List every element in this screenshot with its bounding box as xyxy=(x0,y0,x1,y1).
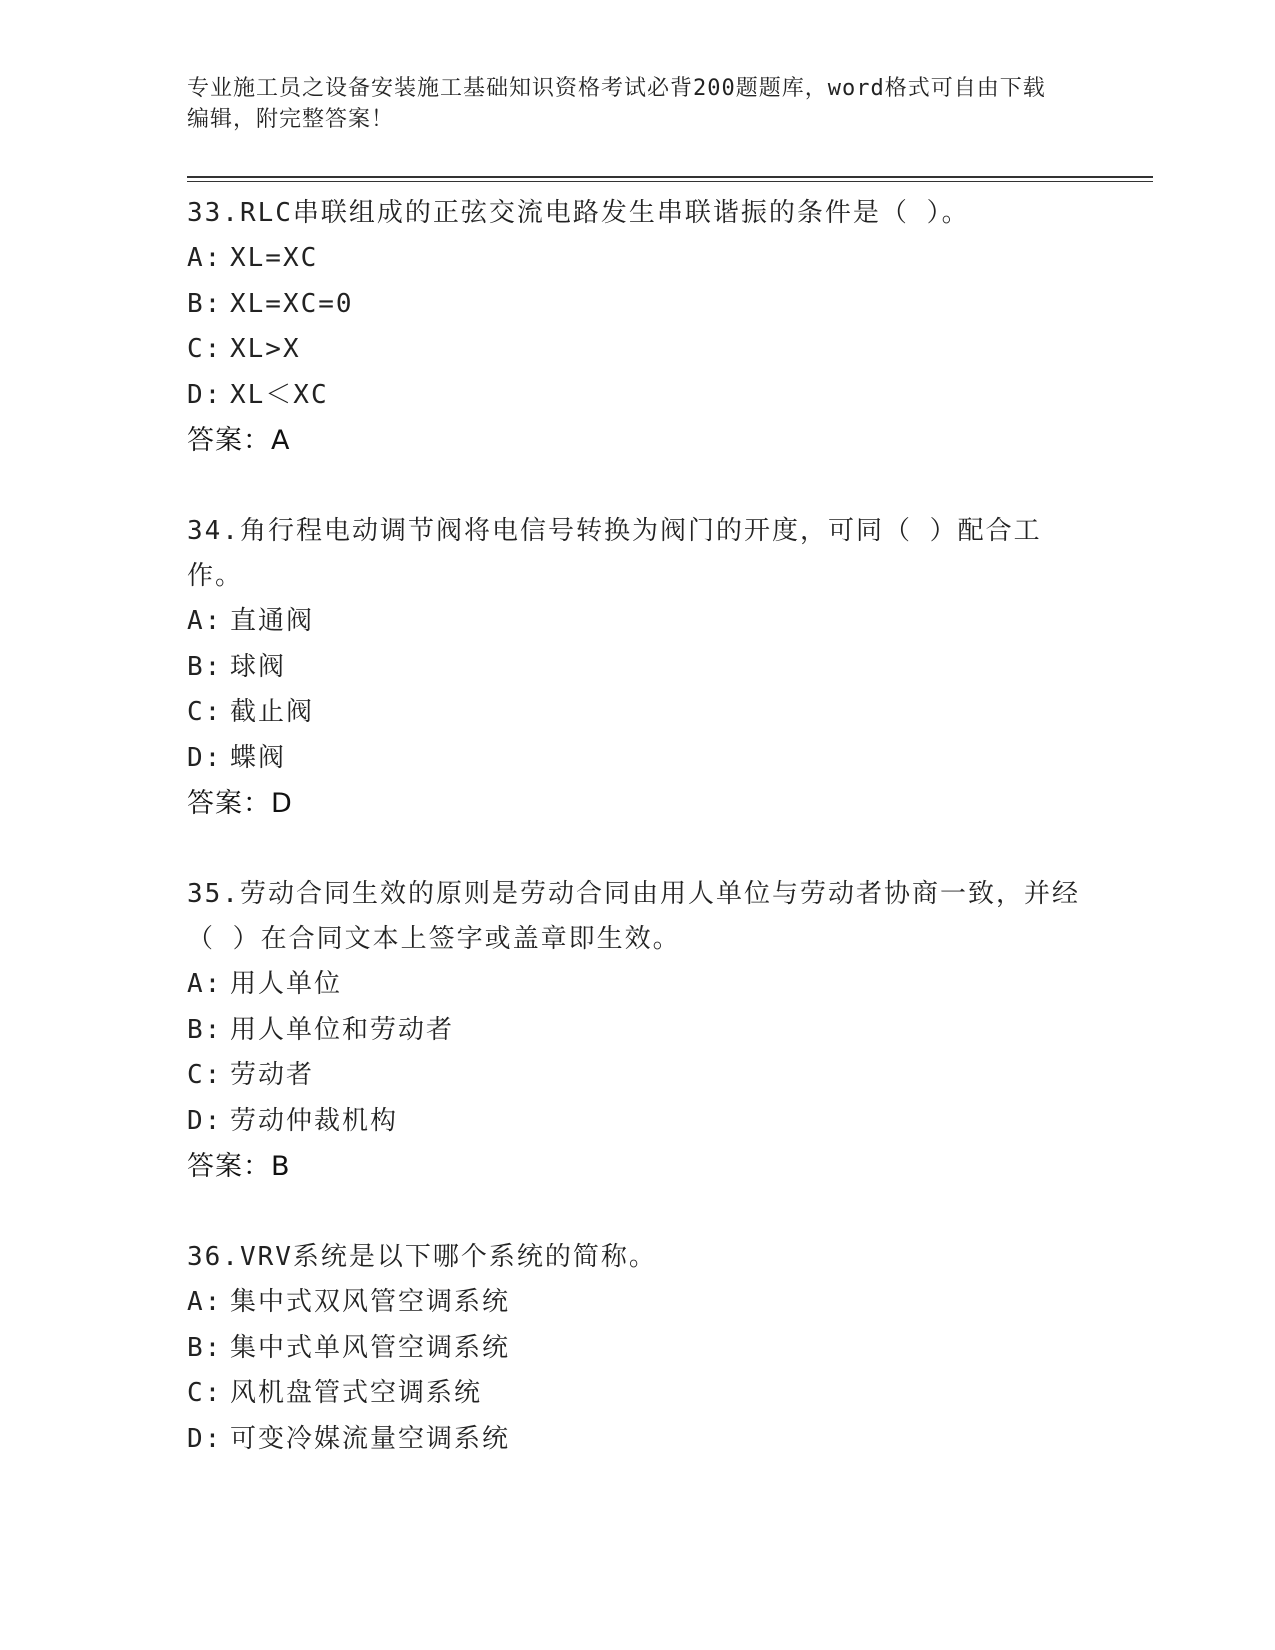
option-text: 用人单位和劳动者 xyxy=(230,1014,455,1045)
option-d xyxy=(187,736,1087,782)
option-text: 劳动仲裁机构 xyxy=(230,1105,399,1136)
option-letter: D: xyxy=(187,1105,223,1136)
question-stem: 34.角行程电动调节阀将电信号转换为阀门的开度，可同（ ）配合工作。 xyxy=(187,516,1042,591)
header-rule-thick xyxy=(187,176,1153,178)
question-stem: 33.RLC串联组成的正弦交流电路发生串联谐振的条件是（ ）。 xyxy=(187,198,970,228)
answer-line: 答案：A xyxy=(187,425,291,456)
option-b xyxy=(187,1326,1087,1372)
question-34 xyxy=(187,509,1087,826)
option-letter: C: xyxy=(187,697,223,727)
option-letter: B: xyxy=(187,1332,223,1363)
option-text: XL>X xyxy=(230,334,301,364)
option-text: 用人单位 xyxy=(230,969,343,999)
option-a xyxy=(187,236,1087,282)
answer-line: 答案：D xyxy=(187,788,293,819)
option-text: XL=XC=0 xyxy=(230,288,354,319)
option-c xyxy=(187,1371,1087,1417)
option-a xyxy=(187,962,1087,1008)
option-text: 劳动者 xyxy=(230,1060,315,1090)
option-text: 直通阀 xyxy=(230,606,315,636)
option-a xyxy=(187,599,1087,645)
question-stem: 36.VRV系统是以下哪个系统的简称。 xyxy=(187,1242,657,1272)
option-d xyxy=(187,1417,1087,1463)
option-letter: B: xyxy=(187,651,223,682)
option-text: 截止阀 xyxy=(230,697,315,727)
option-text: 集中式单风管空调系统 xyxy=(230,1332,511,1363)
option-c xyxy=(187,1053,1087,1099)
option-d xyxy=(187,373,1087,419)
option-letter: C: xyxy=(187,1378,223,1408)
document-header: 专业施工员之设备安装施工基础知识资格考试必背200题题库，word格式可自由下载编辑，附完整答案！ xyxy=(187,76,1046,132)
question-36 xyxy=(187,1235,1087,1462)
option-letter: D: xyxy=(187,379,223,410)
option-text: XL＜XC xyxy=(230,379,329,410)
option-letter: A: xyxy=(187,969,223,999)
question-33 xyxy=(187,191,1087,463)
question-35 xyxy=(187,872,1087,1189)
option-text: 蝶阀 xyxy=(230,742,287,773)
option-text: 集中式双风管空调系统 xyxy=(230,1287,511,1317)
option-text: 球阀 xyxy=(230,651,287,682)
option-text: XL=XC xyxy=(230,243,319,273)
option-letter: D: xyxy=(187,742,223,773)
option-b xyxy=(187,282,1087,328)
question-list xyxy=(187,191,1087,1508)
option-b xyxy=(187,1008,1087,1054)
option-text: 可变冷媒流量空调系统 xyxy=(230,1423,511,1454)
option-a xyxy=(187,1280,1087,1326)
option-letter: D: xyxy=(187,1423,223,1454)
option-letter: A: xyxy=(187,1287,223,1317)
header-rule-thin xyxy=(187,181,1153,182)
option-letter: C: xyxy=(187,334,223,364)
option-letter: B: xyxy=(187,1014,223,1045)
option-letter: A: xyxy=(187,606,223,636)
option-c xyxy=(187,327,1087,373)
option-d xyxy=(187,1099,1087,1145)
answer-line: 答案：B xyxy=(187,1151,291,1182)
option-b xyxy=(187,645,1087,691)
option-letter: B: xyxy=(187,288,223,319)
option-c xyxy=(187,690,1087,736)
option-letter: C: xyxy=(187,1060,223,1090)
question-stem: 35.劳动合同生效的原则是劳动合同由用人单位与劳动者协商一致，并经（ ）在合同文本上签字或盖章即生效。 xyxy=(187,879,1080,954)
option-letter: A: xyxy=(187,243,223,273)
option-text: 风机盘管式空调系统 xyxy=(230,1378,483,1408)
